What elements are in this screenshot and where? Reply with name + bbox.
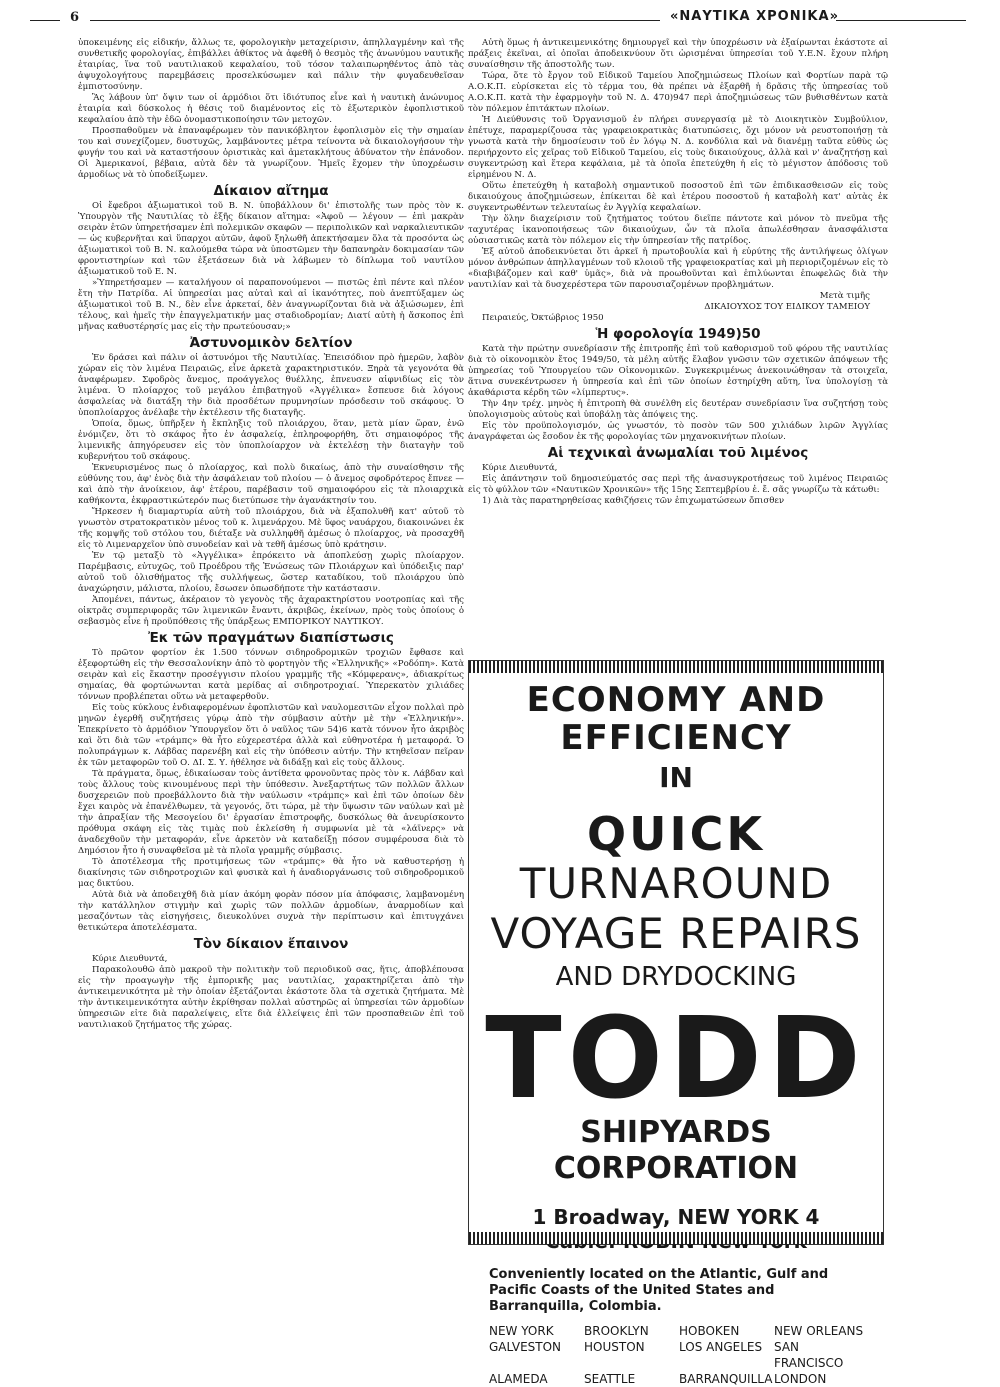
ad-voyage-repairs: VOYAGE REPAIRS bbox=[490, 909, 862, 958]
paragraph: Αὐτὴ ὅμως ἡ ἀντικειμενικότης δημιουργεῖ καὶ τὴν ὑποχρέωσιν νὰ ἐξαίρωνται ἑκάστοτε αἱ πράξεις ἐκεῖναι, αἱ ὁποῖαι ἀποδεικνύουν ὅτι ὡρισμέναι ὑπηρεσίαι τοῦ Υ.Ε.Ν. ἔχουν πλήρη συναίσθησιν τῆς ἀποστολῆς των. bbox=[468, 38, 888, 70]
header-rule-left bbox=[30, 20, 60, 21]
paragraph: Εἰς τὸν προϋπολογισμόν, ὡς γνωστόν, τὸ ποσὸν τῶν 500 χιλιάδων λιρῶν Ἀγγλίας ἀναγράφεται ὡς ἔσοδον ἐκ τῆς φορολογίας τῶν μηχανοκινήτων πλοίων. bbox=[468, 421, 888, 442]
paragraph: Ἀπομένει, πάντως, ἀκέραιον τὸ γεγονὸς τῆς ἀχαρακτηρίστου νοοτροπίας καὶ τῆς οἰκτρᾶς συμπεριφορᾶς τῶν λιμενικῶν ἔναντι, ἀκριβῶς, ἐκείνων, πρὸς τοὺς ὁποίους ὁ σεβασμὸς εἶνε ἡ προϋπόθεσις τῆς ὑπάρξεως ΕΜΠΟΡΙΚΟΥ ΝΑΥΤΙΚΟΥ. bbox=[78, 595, 464, 627]
ad-turnaround: TURNAROUND bbox=[519, 859, 833, 908]
paragraph: ὑποκειμένης εἰς εἰδικήν, ἄλλως τε, φορολογικὴν μεταχείρισιν, ἀπηλλαγμένην καὶ τῆς συνθετικῆς φορολογίας, ἐπιβάλλει ἀθίκτος νὰ ἀφεθῆ ὁ θεσμὸς τῆς ἀνωνύμου ναυτικῆς ἑταιρίας, ἵνα τοῦ ναυτιλιακοῦ κεφαλαίου, τοῦ τόσον ταλαιπωρηθέντος ἀπὸ τὰς ἀψυχολογήτους παρεμβάσεις προσελκύσωμεν καὶ πάλιν τὴν φυγαδευθεῖσαν ἐμπιστοσύνην. bbox=[78, 38, 464, 92]
left-column bbox=[78, 38, 464, 1031]
paragraph: Κατὰ τὴν πρώτην συνεδρίασιν τῆς ἐπιτροπῆς ἐπὶ τοῦ καθορισμοῦ τοῦ φόρου τῆς ναυτιλίας διὰ τὸ οἰκονομικὸν ἔτος 1949/50, τὰ μέλη αὐτῆς ἔλαβον γνῶσιν τῶν σχετικῶν ἀπόψεων τῆς ὑπηρεσίας τοῦ Ὑπουργείου τῶν Οἰκονομικῶν. Συγκεκριμένως ἀνεκοινώθησαν τὰ στοιχεῖα, ἅτινα συνεκέντρωσεν ἡ ὑπηρεσία καὶ ἐπὶ τῶν ὁποίων ἐστηρίχθη αὕτη, ἵνα ὑπολογίσῃ τὰ ἀκαθάριστα κέρδη τῶν «λίμπερτυς». bbox=[468, 344, 888, 398]
paragraph: Ὁποία, ὅμως, ὑπῆρξεν ἡ ἔκπληξις τοῦ πλοιάρχου, ὅταν, μετὰ μίαν ὥραν, ἐνῶ ἐνόμιζεν, ὅτι τὸ σκάφος ἦτο ἐν ἀσφαλείᾳ, ἐπληροφορήθη, ὅτι σημαιοφόρος τῆς λιμενικῆς ἀπηγόρευσεν εἰς τὸν ὑποπλοίαρχον νὰ ἐκτελέσῃ τὴν διαταγὴν τοῦ κυβερνήτου τοῦ σκάφους. bbox=[78, 419, 464, 462]
ad-brand: TODD bbox=[485, 994, 867, 1124]
paragraph: Τὸ πρῶτον φορτίον ἐκ 1.500 τόννων σιδηροδρομικῶν τροχιῶν ἔφθασε καὶ ἐξεφορτώθη εἰς τὴν Θεσσαλονίκην ἀπὸ τὸ φορτηγὸν τῆς «Ἐλληνικῆς» «Ροδόπη». Κατὰ σειρὰν καὶ εἰς ἕκαστην προσέγγισιν πλοίου γραμμῆς τῆς «Κόμφερανς», ἀδιακρίτως σημαίας, θὰ φορτώνωνται κατὰ μερίδας αἱ σιδηροτροχιαί. Ὑπερεκατὸν χιλιάδες τόννων προβλέπεται οὕτω νὰ μεταφερθοῦν. bbox=[78, 648, 464, 702]
paragraph: Τὰ πράγματα, ὅμως, ἐδικαίωσαν τοὺς ἀντίθετα φρονοῦντας πρὸς τὸν κ. Λάβδαν καὶ τοὺς ἄλλους τοὺς κινουμένους περὶ τὴν ὑπόθεσιν. Ἀνεξαρτήτως τῶν πολλῶν ἄλλων δυσχερειῶν ποὺ προεβάλλοντο διὰ τὴν ναύλωσιν «τράμπς» καὶ ἐπὶ τῶν ὁποίων δὲν ἔχει καιρὸς νὰ ἐπανέλθωμεν, τὰ γεγονός, ὅτι τώρα, μὲ τὴν ὕψωσιν τῶν ναύλων καὶ μὲ τὴν ἀπραξίαν τῆς Μεσογείου δι' ἐργασίαν ἐπιστροφῆς, δυσκόλως θὰ ἀνευρίσκοντο πρόθυμα σκάφη εἰς τὰς τιμὰς ποὺ ἐκλείσθη ἡ συμφωνία μὲ τὰ «λάϊνερς» νὰ ἀναδεχθοῦν τὴν μεταφοράν, εἶνε ἀρκετὸν νὰ καταδείξῃ πόσον συμφέρουσα διὰ τὸ Δημόσιον ἦτο ἡ συναφθεῖσα μὲ τὰ πλοῖα γραμμῆς σύμβασις. bbox=[78, 769, 464, 856]
city: NEW YORK bbox=[489, 1324, 554, 1338]
paragraph: Αὐτὰ διὰ νὰ ἀποδειχθῆ διὰ μίαν ἀκόμη φορὰν πόσον μία ἀπόφασις, λαμβανομένη τὴν κατάλληλον στιγμὴν καὶ χωρὶς τῶν πολλῶν ἁρμοδίων, ἀναρμοδίων καὶ μεσαζόντων τὰς εἰσηγήσεις, διευκολύνει συχνὰ τὴν περίπτωσιν καὶ ἐπιτυγχάνει θετικώτερα ἀποτελέσματα. bbox=[78, 890, 464, 933]
paragraph: Οἱ ἔφεδροι ἀξιωματικοὶ τοῦ Β. Ν. ὑποβάλλουν δι' ἐπιστολῆς των πρὸς τὸν κ. Ὑπουργὸν τῆς Ναυτιλίας τὸ ἑξῆς δίκαιον αἴτημα: «Ἀφοῦ — λέγουν — ἐπὶ μακρὰν σειρὰν ἐτῶν ὑπηρετήσαμεν ἐπὶ πολεμικῶν σκαφῶν — περιπολικῶν καὶ ναρκαλιευτικῶν — ὡς κυβερνῆται καὶ ὕπαρχοι αὐτῶν, ἀφοῦ ξηλωθῆ ἀπεκτήσαμεν ὅλα τὰ προσόντα ὡς ἀξιωματικοὶ τοῦ Β. Ν. καλούμεθα τώρα νὰ ὑποστῶμεν τὴν δαπανηρὰν δοκιμασίαν τῶν φροντιστηρίων καὶ τῶν ἐξετάσεων διὰ νὰ λάβωμεν τὸ δίπλωμα τοῦ ναυτίλου ἀξιωματικοῦ τοῦ Ε. Ν. bbox=[78, 201, 464, 277]
header-rule-right bbox=[836, 20, 966, 21]
city: SEATTLE bbox=[584, 1372, 636, 1386]
city: LONDON bbox=[774, 1372, 827, 1386]
city: SAN FRANCISCO bbox=[774, 1340, 844, 1370]
city: HOUSTON bbox=[584, 1340, 645, 1354]
paragraph: Τὴν ὅλην διαχείρισιν τοῦ ζητήματος τούτου διεῖπε πάντοτε καὶ μόνον τὸ πνεῦμα τῆς ταχυτέρας ἱκανοποιήσεως τῶν δικαιούχων, ὧν τὰ πλοῖα ἀπωλέσθησαν ἀνασφάλιστα οὐσιαστικῶς κατὰ τὸν πόλεμον εἰς τὴν ὑπηρεσίαν τῆς πατρίδος. bbox=[468, 214, 888, 246]
heading-forologia: Ἡ φορολογία 1949)50 bbox=[595, 326, 761, 342]
paragraph: Οὕτω ἐπετεύχθη ἡ καταβολὴ σημαντικοῦ ποσοστοῦ ἐπὶ τῶν ἐπιδικασθεισῶν εἰς τοὺς δικαιούχους ἀποζημιώσεων, ἐπίκειται δὲ καὶ ἑτέρου ποσοστοῦ ἡ καταβολὴ κατ' αὐτὰς ἐκ συγκεντρωθέντων τελευταίως ἐν Ἀγγλίᾳ κεφαλαίων. bbox=[468, 181, 888, 213]
page-number: 6 bbox=[70, 10, 80, 25]
paragraph: Ἐν τῷ μεταξὺ τὸ «Ἀγγέλικα» ἐπρόκειτο νὰ ἀποπλεύσῃ χωρὶς πλοίαρχον. Παρέμβασις, εὐτυχῶς, τοῦ Προέδρου τῆς Ἑνώσεως τῶν Πλοιάρχων καὶ ὑπόδειξις παρ' αὐτοῦ τοῦ ὀλισθήματος τῆς συλλήψεως, ὥστερ καταδίκου, τοῦ πλοιάρχου ὑπὸ ἀναχώρησιν, μάλιστα, πλοίου, ἔσωσεν ὁπωσδήποτε τὴν κατάστασιν. bbox=[78, 551, 464, 594]
paragraph: Ἐν δράσει καὶ πάλιν οἱ ἀστυνόμοι τῆς Ναυτιλίας. Ἐπεισόδιον πρὸ ἡμερῶν, λαβὸν χώραν εἰς τὸν λιμένα Πειραιῶς, εἶνε ἀρκετὰ χαρακτηριστικόν. Ξηρὰ τὰ γεγονότα θὰ ἀναφέρωμεν. Σφοδρὸς ἄνεμος, προάγγελος θυέλλης, ἐπνευσεν αἰφνιδίως εἰς τὸν λιμένα. Ὁ πλοίαρχος τοῦ μεγάλου ἐπιβατηγοῦ «Ἀγγέλικα» ἔσπευσε διὰ λόγους ἀσφαλείας νὰ διατάξη τὴν διὰ προσδέτων πρυμνησίων πρόσδεσιν τοῦ σκάφους. Ὁ ὑποπλοίαρχος ἀνέλαβε τὴν ἐκτέλεσιν τῆς διαταγῆς. bbox=[78, 353, 464, 418]
ad-drydocking: AND DRYDOCKING bbox=[555, 962, 797, 992]
closing: Μετὰ τιμῆς bbox=[819, 291, 870, 301]
paragraph: Τώρα, ὅτε τὸ ἔργον τοῦ Εἰδικοῦ Ταμείου Ἀποζημιώσεως Πλοίων καὶ Φορτίων παρὰ τῷ Α.Ο.Κ.Π. εὑρίσκεται εἰς τὸ τέρμα του, θὰ πρέπει νὰ ἐξαρθῆ ἡ δρᾶσις τῆς ὑπηρεσίας τοῦ Α.Ο.Κ.Π. κατὰ τὴν ἐφαρμογὴν τοῦ Ν. Δ. 470)947 περὶ ἀποζημιώσεως τῶν βυθισθέντων κατὰ τὸν πόλεμον ἐπιτάκτων πλοίων. bbox=[468, 71, 888, 114]
header-rule-middle bbox=[90, 20, 660, 21]
city: HOBOKEN bbox=[679, 1324, 740, 1338]
paragraph: Προσπαθοῦμεν νὰ ἐπαναφέρωμεν τὸν πανικόβλητον ἐφοπλισμὸν εἰς τὴν σημαίαν του καὶ συνεχίζομεν, δυστυχῶς, λαμβάνοντες μέτρα τείνοντα νὰ δικαιολογήσουν τὴν φυγήν του καὶ νὰ καταστήσουν ὁριστικὰς καὶ ἀμετακλήτους ἀδύνατον τὴν ἐπάνοδον. Οἱ Ἀμερικανοί, βέβαια, αὐτὰ δὲν τὰ γνωρίζουν. Ἡμεῖς ἔχομεν τὴν ὑποχρέωσιν ἁρμοδίως νὰ τὸ ὑποδείξωμεν. bbox=[78, 126, 464, 180]
ad-headline: ECONOMY AND EFFICIENCY bbox=[526, 680, 826, 758]
heading-aitima: Δίκαιον αἴτημα bbox=[213, 183, 329, 199]
heading-pragmaton: Ἐκ τῶν πραγμάτων διαπίστωσις bbox=[148, 630, 394, 646]
todd-advertisement bbox=[468, 660, 884, 1386]
signature: ΔΙΚΑΙΟΥΧΟΣ ΤΟΥ ΕΙΔΙΚΟΥ ΤΑΜΕΙΟΥ bbox=[704, 302, 870, 312]
ad-locations-note: Conveniently located on the Atlantic, Gulf and Pacific Coasts of the United States and Barranquilla, Colombia. bbox=[489, 1267, 829, 1314]
salutation: Κύριε Διευθυντά, bbox=[92, 954, 168, 964]
ad-address: 1 Broadway, NEW YORK 4 bbox=[532, 1205, 820, 1229]
paragraph: Τὴν 4ην τρέχ. μηνὸς ἡ ἐπιτροπὴ θὰ συνέλθη εἰς δευτέραν συνεδρίασιν ἵνα συζητήσῃ τοὺς ὑπολογισμοὺς αὐτοὺς καὶ ὑποβάλῃ τὰς ἀπόψεις της. bbox=[468, 399, 888, 420]
ad-city-list bbox=[483, 1323, 869, 1387]
paragraph: »Ὑπηρετήσαμεν — καταλήγουν οἱ παραπονούμενοι — πιστῶς ἐπὶ πέντε καὶ πλέον ἔτη τὴν Πατρίδα. Αἱ ὑπηρεσίαι μας αὐταὶ καὶ αἱ ἱκανότητες, ποὺ ἀνεπτύξαμεν ὡς ἀξιωματικοὶ τοῦ Β. Ν., δὲν εἶνε ἀρκεταί, δὲν ἀναγνωρίζονται διὰ νὰ ἀξιώσωμεν, ἐπὶ τέλους, καὶ ἡμεῖς τὴν ἐπαγγελματικήν μας σταδιοδρομίαν; Διατί αὐτὴ ἡ ἄσκοπος ἐπὶ μῆνας καθυστέρησίς μας εἰς τὴν πρωτεύουσαν;» bbox=[78, 278, 464, 332]
heading-astynomikon: Ἀστυνομικὸν δελτίον bbox=[189, 335, 353, 351]
ad-company: SHIPYARDS CORPORATION bbox=[553, 1115, 799, 1186]
paragraph: Ἐξ αὐτοῦ ἀποδεικνύεται ὅτι ἀρκεῖ ἡ πρωτοβουλία καὶ ἡ εὐρύτης τῆς ἀντιλήψεως ὀλίγων μόνον ἀνθρώπων ἀπηλλαγμένων τοῦ κλοιοῦ τῆς γραφειοκρατίας καὶ μὴ περιοριζομένων εἰς τὸ «διαβιβάζομεν καὶ καθ' ὑμᾶς», διὰ νὰ προωθοῦνται καὶ ἐπιλύωνται ἐπωφελῶς διὰ τὴν ναυτιλίαν καὶ τὰ δυσχερέστερα τῶν παρουσιαζομένων προβλημάτων. bbox=[468, 247, 888, 290]
paragraph: Ἐκνευρισμένος πως ὁ πλοίαρχος, καὶ πολὺ δικαίως, ἀπὸ τὴν συναίσθησιν τῆς εὐθύνης του, ἀφ' ἑνὸς διὰ τὴν ἀσφάλειαν τοῦ πλοίου — ὁ ἄνεμος σφοδρότερος ἔπνεε — καὶ ἀπὸ τὴν ἀνοίκειον, ἀφ' ἑτέρου, παρέβασιν τοῦ σημαιοφόρου εἰς τὰ πλοιαρχικὰ καθήκοντα, ἐκφραστικώτερόν πως διετύπωσε τὴν ἀγανάκτησίν του. bbox=[78, 463, 464, 506]
city: GALVESTON bbox=[489, 1340, 562, 1354]
paragraph: Ἡ Διεύθυνσις τοῦ Ὀργανισμοῦ ἐν πλήρει συνεργασίᾳ μὲ τὸ Διοικητικὸν Συμβούλιον, ἐπέτυχε, παραμερίζουσα τὰς γραφειοκρατικὰς διατυπώσεις, ὄχι μόνον νὰ ρευστοποιήσῃ τὰ γνωστὰ κατὰ τὴν δημοσίευσιν τοῦ ἐν λόγῳ Ν. Δ. κονδύλια καὶ νὰ διανέμῃ ταῦτα εὐθὺς ὡς περιήρχοντο εἰς χεῖρας τοῦ Εἰδικοῦ Ταμείου, εἰς τοὺς δικαιούχους, ἀλλὰ καὶ ν' ἀναζητήσῃ καὶ συγκεντρώσῃ καὶ ἕτερα κεφάλαια, μὲ τὰ ὁποῖα ἐπετεύχθη ἡ εἰς τὸ μέγιστον ἀπόδοσις τοῦ εἰρημένου Ν. Δ. bbox=[468, 115, 888, 180]
heading-anomaliai: Αἱ τεχνικαὶ ἀνωμαλίαι τοῦ λιμένος bbox=[547, 445, 809, 461]
paragraph: Παρακολουθῶ ἀπὸ μακροῦ τὴν πολιτικὴν τοῦ περιοδικοῦ σας, ἥτις, ἀποβλέπουσα εἰς τὴν προαγωγὴν τῆς ἐμπορικῆς μας ναυτιλίας, χαρακτηρίζεται ἀπὸ τὴν ἀντικειμενικότητα μὲ τὴν ὁποίαν ἐξετάζονται ἑκάστοτε ὅλα τὰ σχετικὰ ζητήματα. Μὲ τὴν ἀντικειμενικότητα αὐτὴν ἐκρίθησαν πολλαὶ αὐστηρῶς αἱ ὑπηρεσίαι τῶν ἁρμοδίων ὑπηρεσιῶν εἰτε διὰ παραλείψεις, εἴτε διὰ ἐλλείψεις ἐπὶ τῶν προσπαθειῶν ἐπὶ τοῦ ναυτιλιακοῦ ζητήματος τῆς χώρας. bbox=[78, 965, 464, 1030]
right-column bbox=[468, 38, 888, 507]
city: LOS ANGELES bbox=[679, 1340, 763, 1354]
city: NEW ORLEANS bbox=[774, 1324, 864, 1338]
ad-border-stripe bbox=[469, 661, 883, 673]
paragraph: Ἂς λάβουν ὑπ' ὄψιν των οἱ ἁρμόδιοι ὅτι ἰδιότυπος εἶνε καὶ ἡ ναυτικὴ ἀνώνυμος ἑταιρία καὶ δύσκολος ἡ θέσις τοῦ διαμένοντος εἰς τὸ ἐξωτερικὸν ἐφοπλιστικοῦ κεφαλαίου ἀπὸ τὴν ἐδῶ ὀνομαστικοποίησιν τῶν μετοχῶν. bbox=[78, 93, 464, 125]
paragraph: Εἰς τοὺς κύκλους ἐνδιαφερομένων ἐφοπλιστῶν καὶ ναυλομεσιτῶν εἶχον πολλαὶ πρὸ μηνῶν ἐγερθῆ συζητήσεις γύρῳ ἀπὸ τὴν σύμβασιν αὐτὴν μὲ τὴν «Ἐλληνικήν». Ἐπεκρίνετο τὸ ἁρμόδιον Ὑπουργεῖον ὅτι ὁ ναῦλος τῶν 54)6 κατὰ τόννον ἦτο ἀκριβὸς καὶ ὅτι διὰ τῶν «τράμπς» θὰ ἦτο εὐχερεστέρα ἀλλὰ καὶ εὐθηνοτέρα ἡ μεταφορά. Ὁ πολυπράγμων κ. Λάβδας παρενέβη καὶ εἰς τὴν ὑπόθεσιν αὐτήν. Τὴν κτηθεῖσαν πεῖραν ἐκ τῶν μεταφορῶν τοῦ Ο. ΔΙ. Σ. Υ. ἠθέλησε νὰ διδάξῃ καὶ εἰς τοὺς ἄλλους. bbox=[78, 703, 464, 768]
ad-in: IN bbox=[659, 761, 693, 794]
publication-title: «ΝΑΥΤΙΚΑ ΧΡΟΝΙΚΑ» bbox=[670, 9, 839, 24]
salutation: Κύριε Διευθυντά, bbox=[482, 463, 558, 473]
paragraph: 1) Διὰ τὰς παρατηρηθείσας καθιζήσεις τῶν ἐπιχωματώσεων ὄπισθεν bbox=[482, 496, 785, 506]
city: BROOKLYN bbox=[584, 1324, 649, 1338]
paragraph: Εἰς ἀπάντησιν τοῦ δημοσιεύματός σας περὶ τῆς ἀνασυγκροτήσεως τοῦ λιμένος Πειραιῶς εἰς τὸ φύλλον τῶν «Ναυτικῶν Χρονικῶν» τῆς 15ης Σεπτεμβρίου ἐ. ἔ. σᾶς γνωρίζω τὰ κάτωθι: bbox=[468, 474, 888, 495]
dateline: Πειραιεύς, Ὀκτώβριος 1950 bbox=[482, 313, 604, 323]
ad-quick: QUICK bbox=[587, 807, 765, 861]
city: BARRANQUILLA bbox=[679, 1372, 773, 1386]
ad-border-stripe bbox=[469, 1232, 883, 1244]
heading-epainon: Τὸν δίκαιον ἔπαινον bbox=[193, 936, 349, 952]
paragraph: Τὸ ἀποτέλεσμα τῆς προτιμήσεως τῶν «τράμπς» θὰ ἦτο νὰ καθυστερήσῃ ἡ διακίνησις τῶν σιδηροτροχιῶν καὶ φυσικὰ καὶ ἡ ἀναδιοργάνωσις τοῦ σιδηροδρομικοῦ μας δικτύου. bbox=[78, 857, 464, 889]
ad-content bbox=[483, 675, 869, 1386]
city: ALAMEDA bbox=[489, 1372, 548, 1386]
paragraph: Ἤρκεσεν ἡ διαμαρτυρία αὐτὴ τοῦ πλοιάρχου, διὰ νὰ ἐξαπολυθῆ κατ' αὐτοῦ τὸ γνωστὸν στρατοκρατικὸν μένος τοῦ κ. λιμενάρχου. Μὲ ὕφος ναυάρχου, διακοινώνει ἐκ τῆς κομψῆς τοῦ στόλου του, διέταξε νὰ συλληφθῆ ἀμέσως ὁ πλοίαρχος, νὰ προσαχθῆ εἰς τὸ Λιμεναρχεῖον ὑπὸ συνοδείαν καὶ νὰ τεθῆ ἀμέσως ὑπὸ κράτησιν. bbox=[78, 507, 464, 550]
